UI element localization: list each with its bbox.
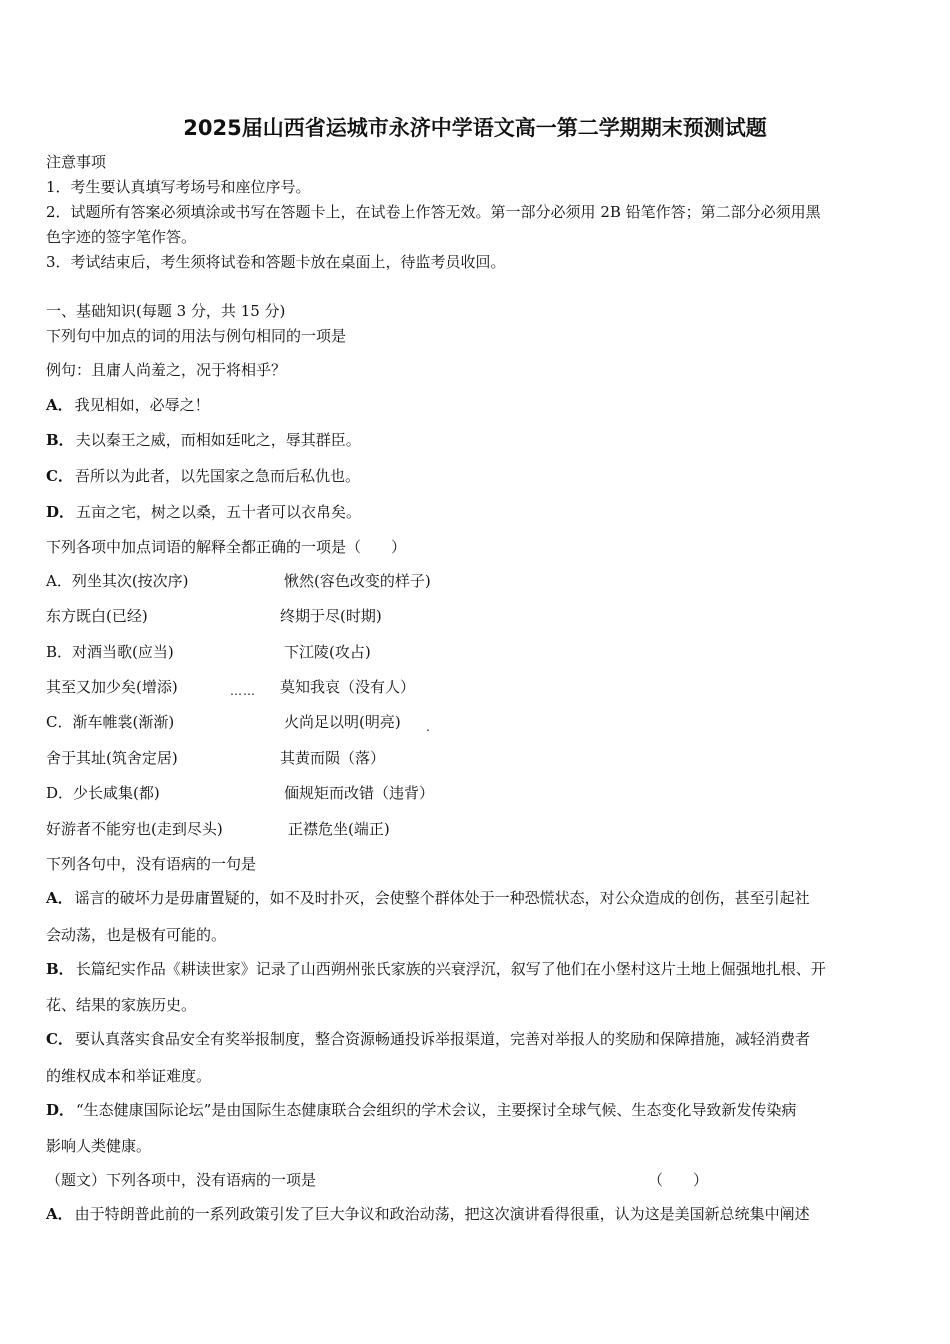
q2-row-right: 偭规矩而改错（违背） [284, 784, 435, 802]
option-text: 谣言的破坏力是毋庸置疑的，如不及时扑灭，会使整个群体处于一种恐慌状态，对公众造成的创伤，甚至引起社 [74, 889, 810, 907]
emphasis-dots: …… [230, 684, 256, 698]
option-label: A． [46, 1205, 73, 1223]
option-text: 五亩之宅，树之以桑，五十者可以衣帛矣。 [76, 503, 362, 521]
q2-row-right: 下江陵(攻占) [284, 643, 371, 661]
option-text: 我见相如，必辱之！ [74, 396, 210, 414]
question-stem: 下列句中加点的词的用法与例句相同的一项是 [46, 327, 347, 345]
question-example: 例句：且庸人尚羞之，况于将相乎？ [46, 361, 287, 379]
option-continuation: 花、结果的家族历史。 [46, 996, 197, 1014]
q2-row-right: 正襟危坐(端正) [288, 820, 390, 838]
option-a [46, 1204, 810, 1224]
q2-row-left: D．少长咸集(都) [46, 784, 160, 802]
q2-row-left: 好游者不能穷也(走到尽头) [46, 820, 223, 838]
option-continuation: 的维权成本和举证难度。 [46, 1067, 212, 1085]
notice-item: 1．考生要认真填写考场号和座位序号。 [46, 178, 311, 196]
option-b [46, 430, 361, 450]
option-label: B． [46, 431, 74, 449]
q2-row-right: 火尚足以明(明亮) [284, 713, 401, 731]
option-text: 由于特朗普此前的一系列政策引发了巨大争议和政治动荡，把这次演讲看得很重，认为这是美国新总统集中阐述 [74, 1205, 810, 1223]
q2-row-right: 终期于尽(时期) [280, 607, 382, 625]
q2-row-right: 莫知我哀（没有人） [280, 678, 416, 696]
q2-row-left: C．渐车帷裳(渐渐) [46, 713, 175, 731]
option-d [46, 502, 361, 522]
q2-row-left: A．列坐其次(按次序) [46, 572, 189, 590]
q2-row-left: 东方既白(已经) [46, 607, 148, 625]
option-label: D． [46, 1101, 75, 1119]
option-text: “生态健康国际论坛”是由国际生态健康联合会组织的学术会议，主要探讨全球气候、生态变化导致新发传染病 [76, 1101, 797, 1119]
question-stem: （题文）下列各项中，没有语病的一项是 [46, 1171, 317, 1189]
question-stem: 下列各项中加点词语的解释全都正确的一项是（ ） [46, 538, 407, 556]
q2-row-left: 其至又加少矣(增添) [46, 678, 178, 696]
option-text: 吾所以为此者，以先国家之急而后私仇也。 [74, 467, 360, 485]
option-text: 长篇纪实作品《耕读世家》记录了山西朔州张氏家族的兴衰浮沉，叙写了他们在小堡村这片土地上倔强地扎根、开 [75, 960, 826, 978]
option-c [46, 1029, 810, 1049]
option-b [46, 959, 826, 979]
option-text: 要认真落实食品安全有奖举报制度，整合资源畅通投诉举报渠道，完善对举报人的奖励和保障措施，减轻消费者 [74, 1030, 810, 1048]
notice-item: 色字迹的签字笔作答。 [46, 228, 197, 246]
option-a [46, 888, 810, 908]
option-label: D． [46, 503, 75, 521]
option-d [46, 1100, 796, 1120]
q2-row-left: 舍于其址(筑舍定居) [46, 749, 178, 767]
q2-row-right: 愀然(容色改变的样子) [284, 572, 431, 590]
option-continuation: 影响人类健康。 [46, 1137, 152, 1155]
emphasis-dot: . [426, 720, 431, 734]
option-label: A． [46, 889, 73, 907]
option-label: B． [46, 960, 74, 978]
option-label: C． [46, 1030, 73, 1048]
option-c [46, 466, 360, 486]
q2-row-left: B．对酒当歌(应当) [46, 643, 174, 661]
question-stem: 下列各句中，没有语病的一句是 [46, 855, 257, 873]
page-title: 2025届山西省运城市永济中学语文高一第二学期期末预测试题 [183, 116, 767, 140]
option-continuation: 会动荡，也是极有可能的。 [46, 926, 227, 944]
q2-row-right: 其黄而陨（落） [280, 749, 386, 767]
notice-item: 2．试题所有答案必须填涂或书写在答题卡上，在试卷上作答无效。第一部分必须用 2B 铅笔作答；第二部分必须用黑 [46, 203, 821, 221]
option-a [46, 395, 210, 415]
section-heading: 一、基础知识(每题 3 分，共 15 分) [46, 302, 286, 320]
notice-heading: 注意事项 [46, 153, 107, 171]
option-label: C． [46, 467, 73, 485]
answer-blank: （ ） [648, 1171, 709, 1189]
notice-item: 3．考试结束后，考生须将试卷和答题卡放在桌面上，待监考员收回。 [46, 253, 506, 271]
option-text: 夫以秦王之威，而相如廷叱之，辱其群臣。 [75, 431, 361, 449]
option-label: A． [46, 396, 73, 414]
